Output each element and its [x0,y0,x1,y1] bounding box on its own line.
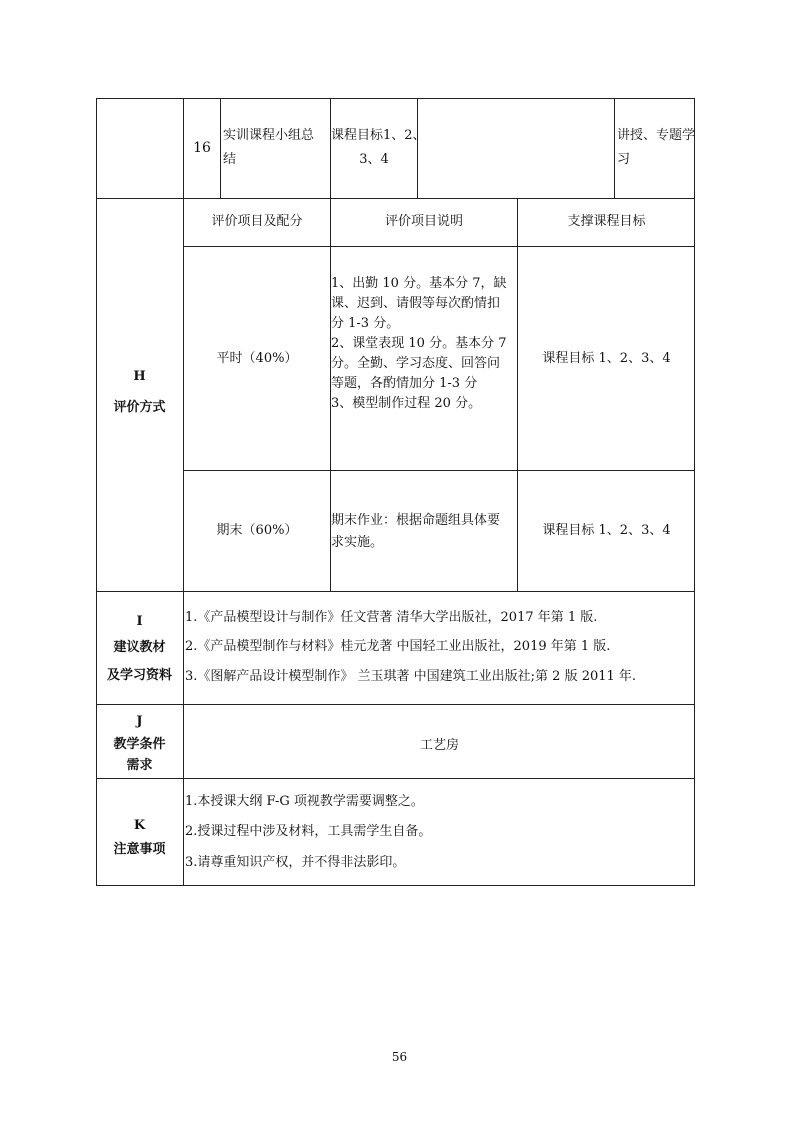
material-item: 3.《图解产品设计模型制作》 兰玉琪著 中国建筑工业出版社;第 2 版 2011 年. [185,669,637,684]
session-method-line-1: 讲授、专题学 [617,128,696,143]
evaluation-section-title: 评价方式 [113,400,166,415]
description-line: 1、出勤 10 分。基本分 7，缺 [331,276,507,291]
note-item: 1.本授课大纲 F-G 项视教学需要调整之。 [185,794,424,809]
session-title-line-2: 结 [223,152,237,167]
material-item: 1.《产品模型设计与制作》任文营著 清华大学出版社，2017 年第 1 版. [185,610,598,625]
evaluation-description-final-line-1: 期末作业：根据命题组具体要 [331,513,501,528]
evaluation-section-code: H [133,369,146,384]
session-number: 16 [193,140,211,156]
session-method-line-2: 习 [617,152,631,167]
session-objectives-line-1: 课程目标1、2、 [331,128,426,143]
conditions-value: 工艺房 [419,738,459,753]
evaluation-target-regular: 课程目标 1、2、3、4 [542,351,671,366]
evaluation-header-description: 评价项目说明 [384,214,463,229]
session-title-line-1: 实训课程小组总 [223,128,315,143]
material-item: 2.《产品模型制作与材料》桂元龙著 中国轻工业出版社，2019 年第 1 版. [185,639,611,654]
conditions-section-title-line-2: 需求 [126,758,153,773]
evaluation-header-target: 支撑课程目标 [567,214,646,229]
notes-section-code: K [133,818,146,833]
note-item: 3.请尊重知识产权，并不得非法影印。 [185,855,406,870]
materials-section-code: I [136,614,143,629]
evaluation-header-item: 评价项目及配分 [211,214,303,229]
conditions-section-title-line-1: 教学条件 [113,737,166,752]
session-objectives-line-2: 3、4 [359,152,389,167]
notes-section-title: 注意事项 [113,842,166,857]
materials-section-title-line-2: 及学习资料 [106,668,172,683]
description-line: 分 1-3 分。 [331,316,400,331]
materials-section-title-line-1: 建议教材 [113,640,166,655]
page-number: 56 [391,1050,408,1064]
note-item: 2.授课过程中涉及材料，工具需学生自备。 [185,824,432,839]
syllabus-table [96,98,695,886]
evaluation-description-final-line-2: 求实施。 [331,535,384,550]
description-line: 分。全勤、学习态度、回答问 [331,356,501,371]
evaluation-target-final: 课程目标 1、2、3、4 [542,523,671,538]
conditions-section-code: J [136,714,143,729]
description-line: 3、模型制作过程 20 分。 [331,396,482,411]
evaluation-item-final: 期末（60%） [216,523,298,538]
evaluation-item-regular: 平时（40%） [216,351,298,366]
description-line: 课、迟到、请假等每次酌情扣 [331,296,501,311]
description-line: 2、课堂表现 10 分。基本分 7 [331,336,507,351]
description-line: 等题，各酌情加分 1-3 分 [331,376,478,391]
